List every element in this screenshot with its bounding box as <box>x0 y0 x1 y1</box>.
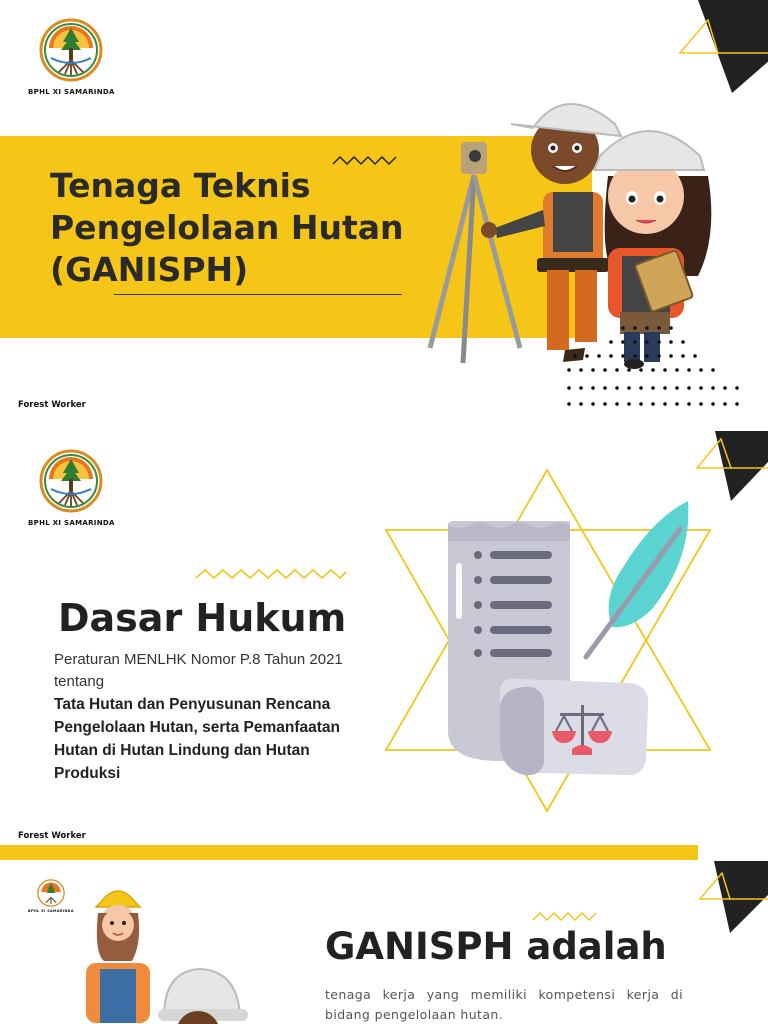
title-underline <box>114 294 402 295</box>
title-line-2: Pengelolaan Hutan <box>50 208 404 247</box>
zigzag-decoration-icon <box>196 568 346 582</box>
forestry-logo-icon <box>39 18 103 82</box>
corner-triangle-icon <box>700 861 768 941</box>
quill-pen-icon <box>582 499 702 669</box>
section-heading: GANISPH adalah <box>325 925 667 968</box>
org-logo <box>28 879 74 913</box>
top-band <box>0 845 698 860</box>
org-logo <box>28 449 115 527</box>
title-line-1: Tenaga Teknis <box>50 166 311 205</box>
section-heading: Dasar Hukum <box>58 596 347 640</box>
scales-of-justice-icon <box>552 699 612 759</box>
slide-definition <box>0 845 768 1024</box>
corner-triangle-icon <box>680 0 768 95</box>
org-logo <box>28 18 115 96</box>
slide-title <box>0 0 768 420</box>
forestry-logo-icon <box>39 449 103 513</box>
footer-label: Forest Worker <box>18 831 86 841</box>
org-caption: BPHL XI SAMARINDA <box>28 519 115 527</box>
regulation-text: Peraturan MENLHK Nomor P.8 Tahun 2021 tentang <box>54 651 343 690</box>
forestry-logo-icon <box>37 879 65 907</box>
footer-label: Forest Worker <box>18 400 86 410</box>
title-line-3: (GANISPH) <box>50 250 249 289</box>
slide-legal-basis <box>0 421 768 845</box>
org-caption: BPHL XI SAMARINDA <box>28 88 115 96</box>
zigzag-decoration-icon <box>533 911 597 923</box>
workers-illustration <box>78 883 258 1023</box>
page-title <box>50 165 404 291</box>
org-caption: BPHL XI SAMARINDA <box>28 909 74 913</box>
dots-pattern <box>565 322 745 412</box>
definition-text: tenaga kerja yang memiliki kompetensi kerja di bidang pengelolaan hutan. <box>325 987 683 1022</box>
regulation-title: Tata Hutan dan Penyusunan Rencana Pengelolaan Hutan, serta Pemanfaatan Hutan di Hutan Lindung dan Hutan Produksi <box>54 696 340 782</box>
